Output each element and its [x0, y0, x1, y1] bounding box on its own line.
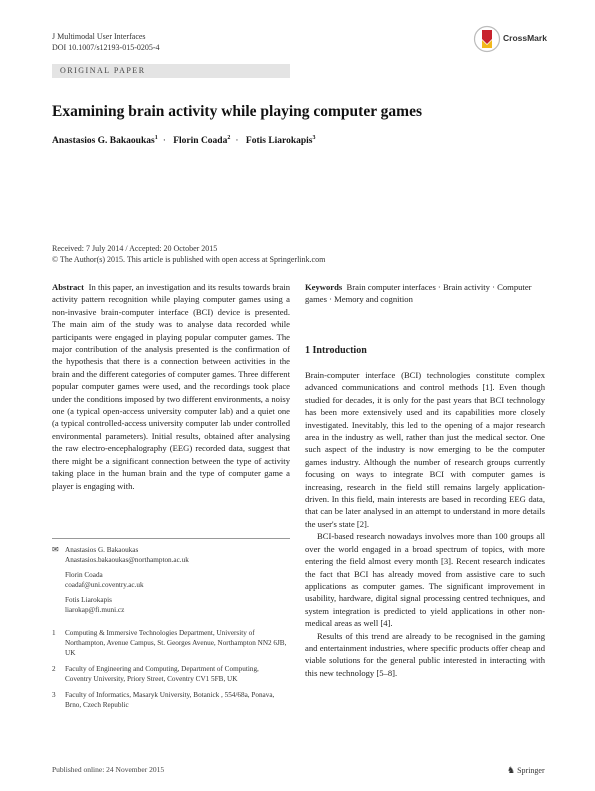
affiliation-num: 2	[52, 665, 56, 673]
keywords-text: Brain computer interfaces · Brain activity · Computer games · Memory and cognition	[305, 282, 532, 305]
paper-title: Examining brain activity while playing computer games	[52, 103, 423, 120]
author-name: Anastasios G. Bakaoukas	[52, 136, 155, 147]
separator-dot: ·	[235, 136, 239, 147]
journal-name: J Multimodal User Interfaces	[52, 32, 146, 41]
corr-name: Anastasios G. Bakaoukas	[65, 546, 139, 554]
article-type-band	[52, 64, 290, 78]
separator-dot: ·	[162, 136, 166, 147]
keywords	[305, 281, 545, 306]
affiliation-item	[52, 690, 290, 710]
paragraph: Brain-computer interface (BCI) technologies constitute complex advanced communications and control methods [1]. Even though studied for decades, it is only for the past years that BCI technology has been more extensively used and its capabilities more closely investigated. Inevitably, this led to the opening of a major research area in the industry as well, rather than just the medical sector. One such aspect of the industry is now emerging to be the computer games industry. Although the number of research groups currently focusing on ways to integrate BCI with computer games is increasing, research in the field still remains largely application-driven. In this field, main interests are based in recording EEG data, that can be later analysed in an attempt to understand in more details the user's state [2].	[305, 370, 545, 529]
publisher-logo	[507, 765, 545, 776]
publisher-name: Springer	[517, 766, 545, 775]
affiliation-text: Faculty of Informatics, Masaryk University, Botanick , 554/68a, Ponava, Brno, Czech Republic	[65, 691, 275, 709]
section-body	[305, 369, 545, 679]
author-affil-num: 3	[312, 135, 316, 141]
affiliation-list	[52, 628, 290, 710]
author-affil-num: 2	[227, 135, 231, 141]
envelope-icon: ✉	[52, 545, 59, 554]
abstract	[52, 281, 290, 492]
corr-email[interactable]: liarokap@fi.muni.cz	[65, 606, 125, 614]
affiliation-text: Computing & Immersive Technologies Department, University of Northampton, Avenue Campus, St. Georges Avenue, Northampton NN2 6JB, UK	[65, 629, 287, 657]
paragraph: Results of this trend are already to be recognised in the gaming and entertainment industries, where specific products offer cheap and viable solutions for the general public interested in interacting with this new technology [5–8].	[305, 630, 545, 678]
corr-name: Fotis Liarokapis	[65, 596, 112, 604]
affiliation-num: 1	[52, 629, 56, 637]
article-dates	[52, 243, 325, 265]
springer-horse-icon: ♞	[507, 765, 516, 775]
published-online: Published online: 24 November 2015	[52, 765, 165, 774]
crossmark-icon	[473, 25, 501, 53]
section-heading: 1 Introduction	[305, 345, 367, 356]
copyright-line: © The Author(s) 2015. This article is published with open access at Springerlink.com	[52, 255, 326, 264]
received-accepted: Received: 7 July 2014 / Accepted: 20 October 2015	[52, 244, 218, 253]
author-affil-num: 1	[154, 135, 158, 141]
keywords-label: Keywords	[305, 282, 343, 292]
affiliation-text: Faculty of Engineering and Computing, Department of Computing, Coventry University, Priory Street, Coventry CV1 5FB, UK	[65, 665, 259, 683]
abstract-label: Abstract	[52, 282, 84, 292]
crossmark-label: CrossMark	[503, 33, 547, 43]
paragraph: BCI-based research nowadays involves more than 100 groups all over the world engaged in a broad spectrum of topics, with more entering the field almost every month [3]. Recent research indicates the fact that BCI has already moved from assistive care to such applications as computer games. The significant improvement in usability, hardware, digital signal processing centred techniques, and system integration is predicted to yield applications in other non-medical areas as well [4].	[305, 531, 545, 629]
affiliation-item	[52, 664, 290, 684]
author-name: Fotis Liarokapis	[245, 136, 313, 147]
affiliation-item	[52, 628, 290, 658]
article-type-label: ORIGINAL PAPER	[60, 66, 146, 75]
author-list	[52, 135, 316, 146]
affiliation-num: 3	[52, 691, 56, 699]
corr-name: Florin Coada	[65, 571, 103, 579]
footnote-divider	[52, 538, 290, 539]
abstract-text: In this paper, an investigation and its results towards brain activity pattern recognition while playing computer games using a non-invasive brain-computer interface (BCI) device is presented. The main aim of the study was to analyse data recorded while participants were engaged in playing popular computer games. The major contribution of the analysis presented is the confirmation of the hypothesis that there is a connection between activities in the brain and the different categories of computer games. Three different popular computer games were used, and the recordings took place under the conditions imposed by two different environments, a noisy one (a typical open-access university computer lab) and a quiet one (a typical controlled-access university computer lab under controlled environmental parameters). Initial results, obtained after analysing the raw electro-encephalography (EEG) recorded data, suggest that there might be a significant connection between the type of activity taking place in the human brain and the type of computer game a player is engaging with.	[52, 282, 291, 491]
author-name: Florin Coada	[173, 136, 228, 147]
doi[interactable]: DOI 10.1007/s12193-015-0205-4	[52, 43, 160, 52]
crossmark-logo[interactable]	[473, 25, 545, 51]
corr-email[interactable]: coadaf@uni.coventry.ac.uk	[65, 581, 144, 589]
corr-email[interactable]: Anastasios.bakaoukas@northampton.ac.uk	[65, 556, 189, 564]
